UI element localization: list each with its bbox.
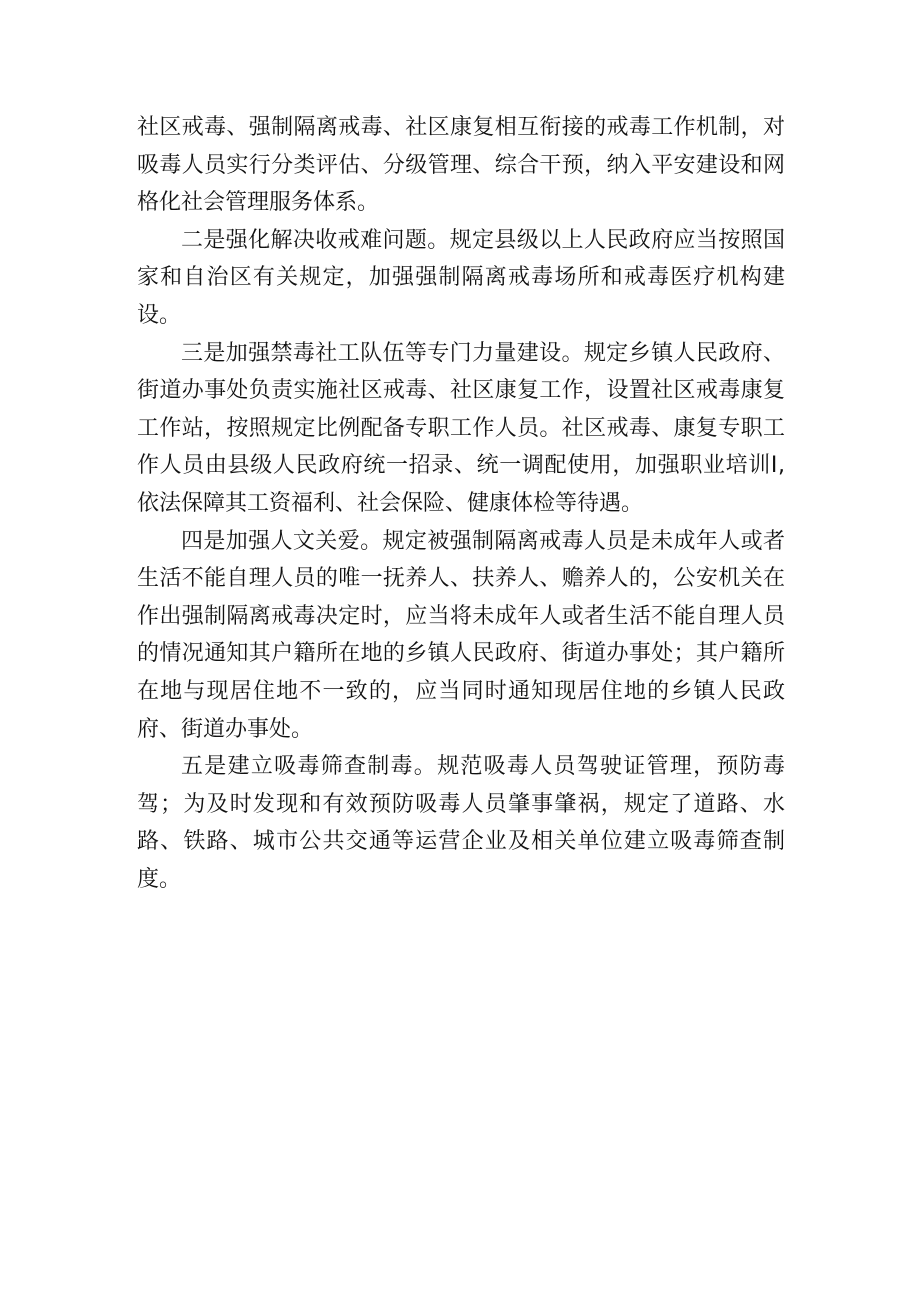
document-body: [137, 109, 785, 898]
paragraph-5-drug-screening: 五是建立吸毒筛查制毒。规范吸毒人员驾驶证管理，预防毒驾；为及时发现和有效预防吸毒人员肇事肇祸，规定了道路、水路、铁路、城市公共交通等运营企业及相关单位建立吸毒筛查制度。: [137, 754, 785, 892]
paragraph-continuation: 社区戒毒、强制隔离戒毒、社区康复相互衔接的戒毒工作机制，对吸毒人员实行分类评估、分级管理、综合干预，纳入平安建设和网格化社会管理服务体系。: [137, 115, 785, 216]
paragraph-3-social-workers: 三是加强禁毒社工队伍等专门力量建设。规定乡镇人民政府、街道办事处负责实施社区戒毒、社区康复工作，设置社区戒毒康复工作站，按照规定比例配备专职工作人员。社区戒毒、康复专职工作人员由县级人民政府统一招录、统一调配使用，加强职业培训Ⅰ,依法保障其工资福利、社会保险、健康体检等待遇。: [137, 340, 785, 516]
paragraph-4-humanistic-care: 四是加强人文关爱。规定被强制隔离戒毒人员是未成年人或者生活不能自理人员的唯一抚养人、扶养人、赡养人的，公安机关在作出强制隔离戒毒决定时，应当将未成年人或者生活不能自理人员的情况通知其户籍所在地的乡镇人民政府、街道办事处；其户籍所在地与现居住地不一致的，应当同时通知现居住地的乡镇人民政府、街道办事处。: [137, 528, 785, 742]
paragraph-2-resolve-admission: 二是强化解决收戒难问题。规定县级以上人民政府应当按照国家和自治区有关规定，加强强制隔离戒毒场所和戒毒医疗机构建设。: [137, 227, 785, 328]
